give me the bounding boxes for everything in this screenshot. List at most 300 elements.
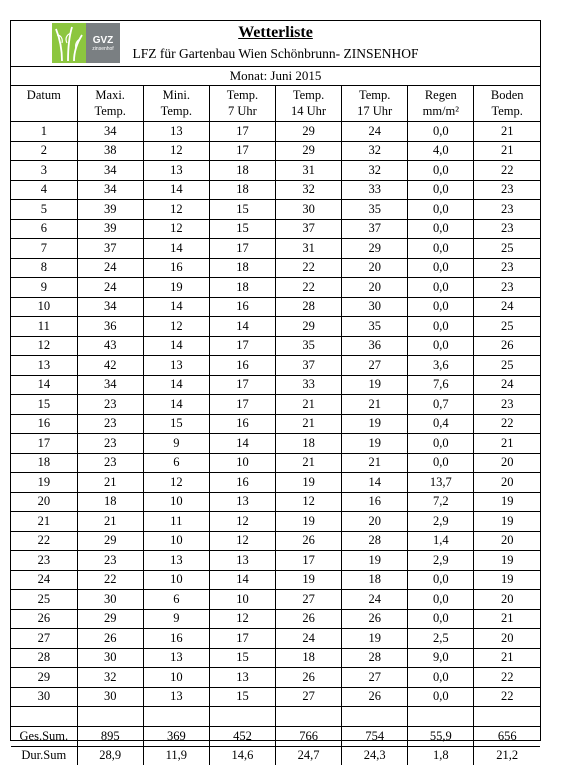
table-cell: 26 <box>11 609 77 629</box>
table-header-row <box>11 86 540 122</box>
table-row <box>11 122 540 142</box>
table-cell: 19 <box>342 434 408 454</box>
table-cell: 30 <box>11 687 77 707</box>
table-cell: 14 <box>342 473 408 493</box>
table-row <box>11 434 540 454</box>
blank-row <box>11 707 540 727</box>
table-cell: 0,0 <box>408 687 474 707</box>
table-cell: 16 <box>143 629 209 649</box>
table-cell: 18 <box>342 570 408 590</box>
table-cell: 23 <box>77 551 143 571</box>
table-cell: 18 <box>209 180 275 200</box>
table-cell: 21 <box>11 512 77 532</box>
column-header <box>143 86 209 122</box>
table-cell: 19 <box>342 629 408 649</box>
table-cell: 14 <box>143 375 209 395</box>
table-cell: 17 <box>11 434 77 454</box>
table-cell: 17 <box>209 122 275 142</box>
table-cell: 37 <box>342 219 408 239</box>
table-cell: 19 <box>276 570 342 590</box>
table-cell: 27 <box>342 356 408 376</box>
table-cell: 20 <box>11 492 77 512</box>
table-cell: 10 <box>143 492 209 512</box>
table-cell: 14 <box>209 570 275 590</box>
table-cell: 6 <box>11 219 77 239</box>
table-cell: 22 <box>474 414 540 434</box>
table-cell: 37 <box>276 219 342 239</box>
table-row <box>11 141 540 161</box>
table-cell: 10 <box>143 531 209 551</box>
table-cell: 20 <box>474 473 540 493</box>
table-row <box>11 570 540 590</box>
column-header-line: 17 Uhr <box>342 103 407 119</box>
table-cell: 26 <box>276 609 342 629</box>
table-cell: 23 <box>11 551 77 571</box>
table-cell: 1,8 <box>408 746 474 765</box>
table-row <box>11 161 540 181</box>
table-cell: 14 <box>143 297 209 317</box>
table-cell: 13 <box>143 551 209 571</box>
table-cell: 29 <box>276 317 342 337</box>
table-cell: 22 <box>474 668 540 688</box>
table-cell: 23 <box>474 219 540 239</box>
table-cell: 0,0 <box>408 570 474 590</box>
table-cell: 6 <box>143 453 209 473</box>
table-cell: 22 <box>474 161 540 181</box>
table-cell: 12 <box>209 531 275 551</box>
table-cell: 20 <box>342 278 408 298</box>
table-cell: 17 <box>209 375 275 395</box>
table-cell: 2 <box>11 141 77 161</box>
table-cell: 16 <box>342 492 408 512</box>
table-cell: 34 <box>77 161 143 181</box>
table-cell: 13 <box>143 648 209 668</box>
table-cell: 0,0 <box>408 239 474 259</box>
table-row <box>11 453 540 473</box>
table-row <box>11 375 540 395</box>
table-row <box>11 297 540 317</box>
column-header-line: 14 Uhr <box>276 103 341 119</box>
table-cell: 13,7 <box>408 473 474 493</box>
table-cell: 17 <box>209 141 275 161</box>
table-cell: 2,9 <box>408 551 474 571</box>
table-cell: 18 <box>209 161 275 181</box>
table-cell: 16 <box>209 297 275 317</box>
table-cell: 22 <box>77 570 143 590</box>
column-header <box>342 86 408 122</box>
table-cell: 37 <box>276 356 342 376</box>
table-cell: 21 <box>342 395 408 415</box>
table-cell: 17 <box>209 239 275 259</box>
table-cell: 18 <box>11 453 77 473</box>
table-body <box>11 122 540 765</box>
table-row <box>11 629 540 649</box>
table-row <box>11 531 540 551</box>
table-row <box>11 473 540 493</box>
table-cell: 9,0 <box>408 648 474 668</box>
table-cell: 754 <box>342 727 408 747</box>
table-cell: 24 <box>11 570 77 590</box>
table-cell: 13 <box>143 356 209 376</box>
table-cell: 0,0 <box>408 200 474 220</box>
column-header-line: mm/m² <box>408 103 473 119</box>
table-cell: Ges.Sum. <box>11 727 77 747</box>
table-row <box>11 200 540 220</box>
column-header-line: Mini. <box>144 87 209 103</box>
table-cell: 12 <box>209 609 275 629</box>
table-row <box>11 492 540 512</box>
table-cell: 32 <box>342 161 408 181</box>
table-cell: 35 <box>276 336 342 356</box>
table-cell: 28 <box>342 531 408 551</box>
table-cell: 23 <box>77 453 143 473</box>
table-cell: 36 <box>342 336 408 356</box>
table-cell: 19 <box>474 492 540 512</box>
table-cell: 23 <box>77 434 143 454</box>
sheet-header <box>11 21 540 67</box>
table-cell: 16 <box>209 414 275 434</box>
table-cell: 16 <box>143 258 209 278</box>
table-cell: 13 <box>209 492 275 512</box>
table-cell: 0,0 <box>408 161 474 181</box>
table-cell: 11 <box>11 317 77 337</box>
table-cell: 15 <box>209 219 275 239</box>
table-cell: 766 <box>276 727 342 747</box>
table-cell: 4 <box>11 180 77 200</box>
table-cell: 21,2 <box>474 746 540 765</box>
table-row <box>11 648 540 668</box>
table-cell: 11 <box>143 512 209 532</box>
table-cell: 9 <box>11 278 77 298</box>
table-cell: 27 <box>276 590 342 610</box>
totals-row <box>11 746 540 765</box>
table-cell: 31 <box>276 239 342 259</box>
table-cell: 21 <box>342 453 408 473</box>
table-cell: 26 <box>342 687 408 707</box>
table-row <box>11 239 540 259</box>
table-cell: 13 <box>209 551 275 571</box>
table-cell: 14 <box>143 336 209 356</box>
table-cell: 12 <box>143 200 209 220</box>
table-cell: 28 <box>276 297 342 317</box>
table-row <box>11 180 540 200</box>
table-row <box>11 219 540 239</box>
table-cell: 21 <box>474 434 540 454</box>
table-cell: 25 <box>474 239 540 259</box>
table-cell: 13 <box>143 687 209 707</box>
table-cell <box>276 707 342 727</box>
table-cell: 18 <box>77 492 143 512</box>
table-cell: 0,0 <box>408 434 474 454</box>
table-cell: 14 <box>143 180 209 200</box>
table-cell: 30 <box>77 590 143 610</box>
table-cell: 24 <box>342 590 408 610</box>
column-header-line: Temp. <box>210 87 275 103</box>
table-cell: 18 <box>276 434 342 454</box>
table-cell: 0,0 <box>408 278 474 298</box>
table-cell: 18 <box>276 648 342 668</box>
table-cell: 0,7 <box>408 395 474 415</box>
table-cell: 10 <box>143 668 209 688</box>
table-row <box>11 609 540 629</box>
column-header-line: Temp. <box>474 103 540 119</box>
table-cell: 24 <box>474 375 540 395</box>
table-cell: 15 <box>209 687 275 707</box>
table-cell: 39 <box>77 219 143 239</box>
column-header-line: 7 Uhr <box>210 103 275 119</box>
table-cell: 21 <box>276 395 342 415</box>
table-cell: 9 <box>143 434 209 454</box>
table-cell: 30 <box>276 200 342 220</box>
table-cell: 28 <box>342 648 408 668</box>
table-cell: 24,7 <box>276 746 342 765</box>
table-cell: 27 <box>276 687 342 707</box>
table-cell: 55,9 <box>408 727 474 747</box>
table-cell: 12 <box>143 219 209 239</box>
table-cell: 15 <box>143 414 209 434</box>
table-cell: 38 <box>77 141 143 161</box>
table-cell: 0,0 <box>408 453 474 473</box>
table-cell: 19 <box>342 414 408 434</box>
table-row <box>11 356 540 376</box>
table-cell: 13 <box>11 356 77 376</box>
table-cell: 0,0 <box>408 258 474 278</box>
column-header-line: Boden <box>474 87 540 103</box>
table-cell: 21 <box>474 648 540 668</box>
table-cell: 26 <box>77 629 143 649</box>
table-cell: 0,0 <box>408 122 474 142</box>
table-cell: 0,0 <box>408 317 474 337</box>
totals-row <box>11 727 540 747</box>
table-cell: 17 <box>276 551 342 571</box>
table-cell: 24 <box>276 629 342 649</box>
table-cell: 34 <box>77 180 143 200</box>
table-cell: 24 <box>77 258 143 278</box>
table-cell: 14 <box>143 395 209 415</box>
month-label: Monat: Juni 2015 <box>11 67 540 86</box>
table-cell: 42 <box>77 356 143 376</box>
table-cell: 10 <box>143 570 209 590</box>
table-cell: 7 <box>11 239 77 259</box>
table-cell: 24 <box>342 122 408 142</box>
column-header-line: Temp. <box>342 87 407 103</box>
table-row <box>11 278 540 298</box>
table-cell: 369 <box>143 727 209 747</box>
table-cell: 0,0 <box>408 668 474 688</box>
table-cell <box>408 707 474 727</box>
table-cell: 39 <box>77 200 143 220</box>
table-cell: 21 <box>77 512 143 532</box>
table-row <box>11 395 540 415</box>
table-cell: 12 <box>276 492 342 512</box>
table-cell: 30 <box>342 297 408 317</box>
table-row <box>11 258 540 278</box>
table-cell: 20 <box>474 531 540 551</box>
table-cell: 20 <box>342 512 408 532</box>
table-cell: 29 <box>11 668 77 688</box>
table-cell: 10 <box>11 297 77 317</box>
logo-text: GVZ <box>93 35 114 46</box>
table-cell <box>474 707 540 727</box>
table-cell <box>143 707 209 727</box>
table-cell: 2,9 <box>408 512 474 532</box>
column-header-line: Regen <box>408 87 473 103</box>
table-cell: 27 <box>342 668 408 688</box>
logo-subtext: zinsenhof <box>92 46 113 52</box>
column-header <box>11 86 77 122</box>
table-cell: 19 <box>474 570 540 590</box>
table-cell: 26 <box>276 531 342 551</box>
table-cell: 0,0 <box>408 219 474 239</box>
table-row <box>11 551 540 571</box>
table-cell: 19 <box>474 512 540 532</box>
table-cell: 30 <box>77 648 143 668</box>
table-cell: 0,0 <box>408 336 474 356</box>
table-cell: 895 <box>77 727 143 747</box>
table-cell: 0,0 <box>408 609 474 629</box>
column-header <box>209 86 275 122</box>
table-cell: 13 <box>143 122 209 142</box>
table-cell <box>209 707 275 727</box>
table-cell: 23 <box>474 200 540 220</box>
table-cell: 26 <box>474 336 540 356</box>
table-cell: 34 <box>77 122 143 142</box>
table-row <box>11 512 540 532</box>
column-header <box>474 86 540 122</box>
table-cell: 2,5 <box>408 629 474 649</box>
table-cell: 30 <box>77 687 143 707</box>
table-cell: 16 <box>209 356 275 376</box>
table-cell: 21 <box>474 122 540 142</box>
table-cell: 9 <box>143 609 209 629</box>
table-cell: 36 <box>77 317 143 337</box>
table-cell: 3,6 <box>408 356 474 376</box>
table-cell: 32 <box>77 668 143 688</box>
table-cell: 29 <box>276 141 342 161</box>
table-cell: 12 <box>143 317 209 337</box>
table-cell: 23 <box>474 278 540 298</box>
table-cell: 21 <box>77 473 143 493</box>
table-cell: 29 <box>342 239 408 259</box>
table-cell: 23 <box>77 395 143 415</box>
table-cell: 43 <box>77 336 143 356</box>
table-cell: 12 <box>143 141 209 161</box>
table-cell: 19 <box>276 512 342 532</box>
table-cell: 37 <box>77 239 143 259</box>
table-cell: 1 <box>11 122 77 142</box>
table-cell: 12 <box>209 512 275 532</box>
table-cell: 19 <box>11 473 77 493</box>
table-cell: 16 <box>11 414 77 434</box>
table-cell: 3 <box>11 161 77 181</box>
table-row <box>11 590 540 610</box>
table-cell: 26 <box>342 609 408 629</box>
table-cell: 25 <box>11 590 77 610</box>
table-cell: 20 <box>474 629 540 649</box>
table-cell: 29 <box>276 122 342 142</box>
table-cell: 20 <box>474 453 540 473</box>
table-cell: 23 <box>474 180 540 200</box>
table-cell: 18 <box>209 278 275 298</box>
table-cell: 18 <box>209 258 275 278</box>
table-cell: 7,6 <box>408 375 474 395</box>
table-row <box>11 668 540 688</box>
table-cell: 12 <box>143 473 209 493</box>
table-cell: 17 <box>209 629 275 649</box>
table-cell <box>77 707 143 727</box>
table-cell: 452 <box>209 727 275 747</box>
table-cell: 14 <box>143 239 209 259</box>
table-cell: 32 <box>276 180 342 200</box>
table-cell: 33 <box>276 375 342 395</box>
table-cell: 19 <box>342 375 408 395</box>
table-cell: 0,4 <box>408 414 474 434</box>
column-header-line: Temp. <box>78 103 143 119</box>
table-cell: 19 <box>342 551 408 571</box>
table-cell: 27 <box>11 629 77 649</box>
table-cell: 24 <box>77 278 143 298</box>
column-header-line: Temp. <box>144 103 209 119</box>
table-cell: 16 <box>209 473 275 493</box>
table-cell: 22 <box>11 531 77 551</box>
table-cell: 8 <box>11 258 77 278</box>
table-row <box>11 336 540 356</box>
table-cell: 20 <box>342 258 408 278</box>
table-cell: 21 <box>276 414 342 434</box>
table-cell: 19 <box>143 278 209 298</box>
column-header-line: Datum <box>11 87 77 103</box>
table-cell: 13 <box>143 161 209 181</box>
table-cell: 6 <box>143 590 209 610</box>
table-cell <box>11 707 77 727</box>
table-cell: 0,0 <box>408 590 474 610</box>
table-cell: 17 <box>209 395 275 415</box>
table-cell: 13 <box>209 668 275 688</box>
table-cell: 22 <box>474 687 540 707</box>
table-cell: 28,9 <box>77 746 143 765</box>
table-cell: 22 <box>276 278 342 298</box>
column-header <box>408 86 474 122</box>
table-cell: 24 <box>474 297 540 317</box>
table-cell: 15 <box>209 200 275 220</box>
table-cell: 31 <box>276 161 342 181</box>
table-cell: 4,0 <box>408 141 474 161</box>
table-cell: 20 <box>474 590 540 610</box>
weather-sheet <box>10 20 541 741</box>
table-cell: 656 <box>474 727 540 747</box>
table-cell: 15 <box>11 395 77 415</box>
table-cell: 23 <box>474 258 540 278</box>
table-cell: 14 <box>11 375 77 395</box>
table-cell: 29 <box>77 531 143 551</box>
table-cell: 12 <box>11 336 77 356</box>
table-cell: 28 <box>11 648 77 668</box>
table-cell: 14,6 <box>209 746 275 765</box>
table-cell: 24,3 <box>342 746 408 765</box>
table-cell: 14 <box>209 317 275 337</box>
table-row <box>11 317 540 337</box>
table-cell: 35 <box>342 317 408 337</box>
table-cell: 25 <box>474 356 540 376</box>
table-cell: 0,0 <box>408 180 474 200</box>
table-cell: 0,0 <box>408 297 474 317</box>
table-cell <box>342 707 408 727</box>
table-cell: 7,2 <box>408 492 474 512</box>
table-cell: 19 <box>474 551 540 571</box>
column-header <box>276 86 342 122</box>
table-cell: 35 <box>342 200 408 220</box>
table-cell: 34 <box>77 375 143 395</box>
